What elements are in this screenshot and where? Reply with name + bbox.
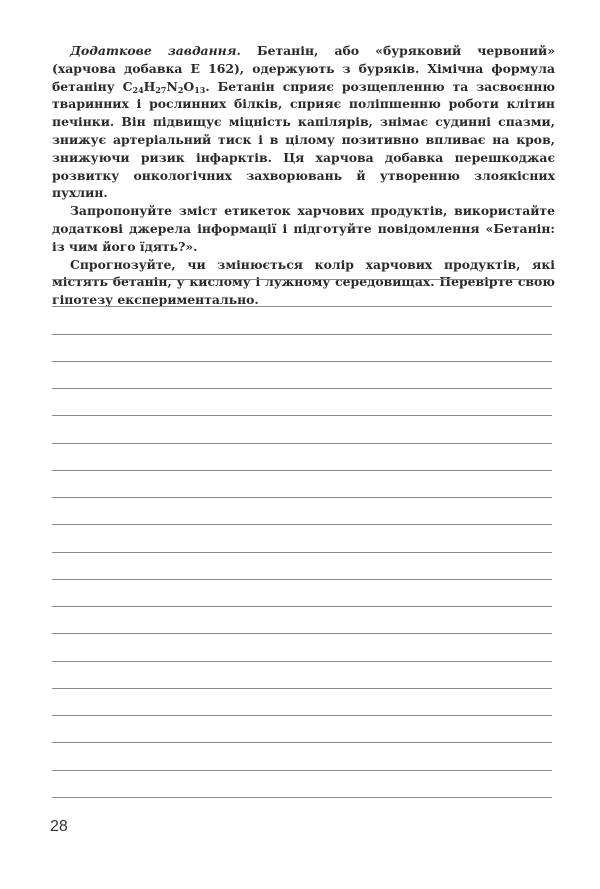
task-text-part-1: Бетанін, або «буряковий червоний» (харчова добавка Е 162), одержують з буряків. Хімічна формула бетаніну C bbox=[52, 43, 555, 94]
answer-line[interactable] bbox=[52, 579, 552, 580]
answer-line[interactable] bbox=[52, 334, 552, 335]
formula-o: O bbox=[183, 78, 195, 94]
answer-line[interactable] bbox=[52, 497, 552, 498]
answer-line[interactable] bbox=[52, 688, 552, 689]
answer-line[interactable] bbox=[52, 470, 552, 471]
answer-line[interactable] bbox=[52, 524, 552, 525]
task-lead: Додаткове завдання. bbox=[70, 43, 241, 58]
answer-line[interactable] bbox=[52, 661, 552, 662]
task-paragraph-3: Спрогнозуйте, чи змінюється колір харчових продуктів, які містять бетанін, у кислому і лужному середовищах. Перевірте свою гіпотезу експериментально. bbox=[52, 256, 555, 308]
formula-sub-o: 13 bbox=[194, 84, 206, 95]
task-text-part-2: . Бетанін сприяє розщепленню та засвоєнню тваринних і рослинних білків, сприяє поліпшенню роботи клітин печінки. Він підвищує міцність капілярів, знімає судинні спазми, знижує артеріальний тиск і в цілому позитивно впливає на кров, знижуючи ризик інфарктів. Ця харчова добавка перешкоджає розвитку онкологічних захворювань й утворенню злоякісних пухлин. bbox=[52, 78, 555, 201]
answer-line[interactable] bbox=[52, 279, 552, 280]
answer-line[interactable] bbox=[52, 306, 552, 307]
formula-n: N bbox=[166, 78, 178, 94]
formula-h: H bbox=[143, 78, 156, 94]
answer-line[interactable] bbox=[52, 552, 552, 553]
answer-line[interactable] bbox=[52, 742, 552, 743]
answer-line[interactable] bbox=[52, 388, 552, 389]
answer-line[interactable] bbox=[52, 715, 552, 716]
formula-sub-n: 2 bbox=[177, 84, 184, 95]
formula-sub-h: 27 bbox=[155, 84, 167, 95]
answer-line[interactable] bbox=[52, 361, 552, 362]
answer-line[interactable] bbox=[52, 633, 552, 634]
answer-line[interactable] bbox=[52, 415, 552, 416]
answer-line[interactable] bbox=[52, 770, 552, 771]
page-number: 28 bbox=[50, 818, 68, 835]
answer-lines-area[interactable] bbox=[52, 0, 552, 889]
answer-line[interactable] bbox=[52, 606, 552, 607]
answer-line[interactable] bbox=[52, 443, 552, 444]
answer-line[interactable] bbox=[52, 797, 552, 798]
task-paragraph-2: Запропонуйте зміст етикеток харчових продуктів, використайте додаткові джерела інформації і підготуйте повідомлення «Бетанін: із чим його їдять?». bbox=[52, 203, 555, 254]
formula-sub-c: 24 bbox=[132, 84, 144, 95]
